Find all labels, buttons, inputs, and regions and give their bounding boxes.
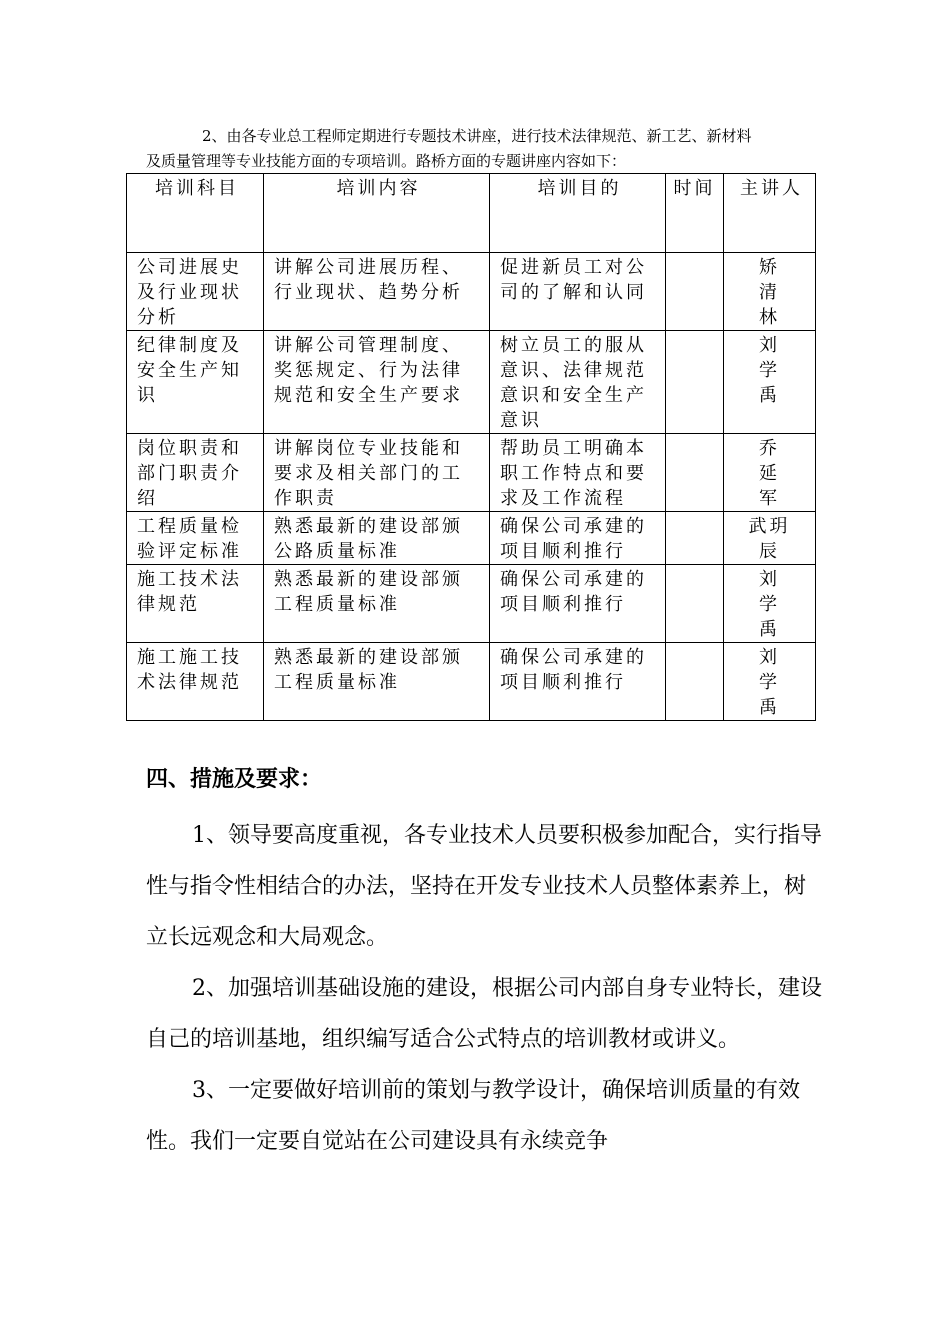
- cell-subject: 施工施工技术法律规范: [127, 643, 264, 721]
- lecturer-char: 林: [759, 307, 780, 328]
- cell-subject: 岗位职责和部门职责介绍: [127, 434, 264, 512]
- cell-content: 讲解公司管理制度、奖惩规定、行为法律规范和安全生产要求: [264, 331, 490, 434]
- table-row: [127, 253, 816, 331]
- cell-lecturer: [724, 434, 816, 512]
- header-subject: 培训科目: [127, 174, 264, 253]
- cell-content: 熟悉最新的建设部颁工程质量标准: [264, 565, 490, 643]
- table-row: [127, 565, 816, 643]
- cell-time: [666, 512, 724, 565]
- cell-subject: 工程质量检验评定标准: [127, 512, 264, 565]
- header-lecturer: 主讲人: [724, 174, 816, 253]
- table-row: [127, 512, 816, 565]
- lecturer-char: 乔: [759, 438, 780, 459]
- cell-content: 讲解岗位专业技能和要求及相关部门的工作职责: [264, 434, 490, 512]
- lecturer-char: 矫: [759, 257, 780, 278]
- table-row: [127, 434, 816, 512]
- intro-line-2: 及质量管理等专业技能方面的专项培训。路桥方面的专题讲座内容如下：: [146, 152, 627, 170]
- header-purpose: 培训目的: [490, 174, 666, 253]
- body-paragraph: 1、领导要高度重视，各专业技术人员要积极参加配合，实行指导性与指令性相结合的办法，坚持在开发专业技术人员整体素养上，树立长远观念和大局观念。: [146, 823, 822, 950]
- cell-purpose: 帮助员工明确本职工作特点和要求及工作流程: [490, 434, 666, 512]
- cell-time: [666, 331, 724, 434]
- cell-content: 讲解公司进展历程、行业现状、趋势分析: [264, 253, 490, 331]
- lecturer-char: 延: [759, 463, 780, 484]
- cell-purpose: 确保公司承建的项目顺利推行: [490, 643, 666, 721]
- cell-subject: 公司进展史及行业现状分析: [127, 253, 264, 331]
- section-heading: 四、措施及要求：: [146, 767, 323, 792]
- lecturer-char: 学: [759, 594, 780, 615]
- lecturer-char: 武玥: [748, 516, 791, 537]
- cell-time: [666, 253, 724, 331]
- body-paragraph: 3、一定要做好培训前的策划与教学设计，确保培训质量的有效性。我们一定要自觉站在公司建设具有永续竞争: [146, 1078, 800, 1154]
- cell-subject: 纪律制度及安全生产知识: [127, 331, 264, 434]
- cell-content: 熟悉最新的建设部颁工程质量标准: [264, 643, 490, 721]
- table-row: [127, 643, 816, 721]
- lecturer-char: 清: [759, 282, 780, 303]
- header-time: 时间: [666, 174, 724, 253]
- lecturer-char: 学: [759, 672, 780, 693]
- cell-time: [666, 565, 724, 643]
- training-table: [126, 173, 816, 721]
- cell-content: 熟悉最新的建设部颁公路质量标准: [264, 512, 490, 565]
- cell-lecturer: [724, 512, 816, 565]
- cell-purpose: 促进新员工对公司的了解和认同: [490, 253, 666, 331]
- table-header-row: [127, 174, 816, 253]
- cell-purpose: 确保公司承建的项目顺利推行: [490, 565, 666, 643]
- cell-purpose: 确保公司承建的项目顺利推行: [490, 512, 666, 565]
- cell-purpose: 树立员工的服从意识、法律规范意识和安全生产意识: [490, 331, 666, 434]
- lecturer-char: 禹: [759, 697, 780, 718]
- table-row: [127, 331, 816, 434]
- cell-lecturer: [724, 253, 816, 331]
- cell-subject: 施工技术法律规范: [127, 565, 264, 643]
- cell-time: [666, 643, 724, 721]
- body-paragraph: 2、加强培训基础设施的建设，根据公司内部自身专业特长，建设自己的培训基地，组织编写适合公式特点的培训教材或讲义。: [146, 976, 822, 1052]
- lecturer-char: 辰: [759, 541, 780, 562]
- lecturer-char: 刘: [759, 335, 780, 356]
- cell-lecturer: [724, 565, 816, 643]
- section-body: [146, 810, 826, 1167]
- lecturer-char: 禹: [759, 385, 780, 406]
- header-content: 培训内容: [264, 174, 490, 253]
- intro-line-1: 2、由各专业总工程师定期进行专题技术讲座，进行技术法律规范、新工艺、新材料: [202, 127, 752, 145]
- lecturer-char: 学: [759, 360, 780, 381]
- cell-lecturer: [724, 643, 816, 721]
- lecturer-char: 禹: [759, 619, 780, 640]
- intro-paragraph: [146, 124, 826, 174]
- cell-lecturer: [724, 331, 816, 434]
- lecturer-char: 军: [759, 488, 780, 509]
- lecturer-char: 刘: [759, 647, 780, 668]
- lecturer-char: 刘: [759, 569, 780, 590]
- cell-time: [666, 434, 724, 512]
